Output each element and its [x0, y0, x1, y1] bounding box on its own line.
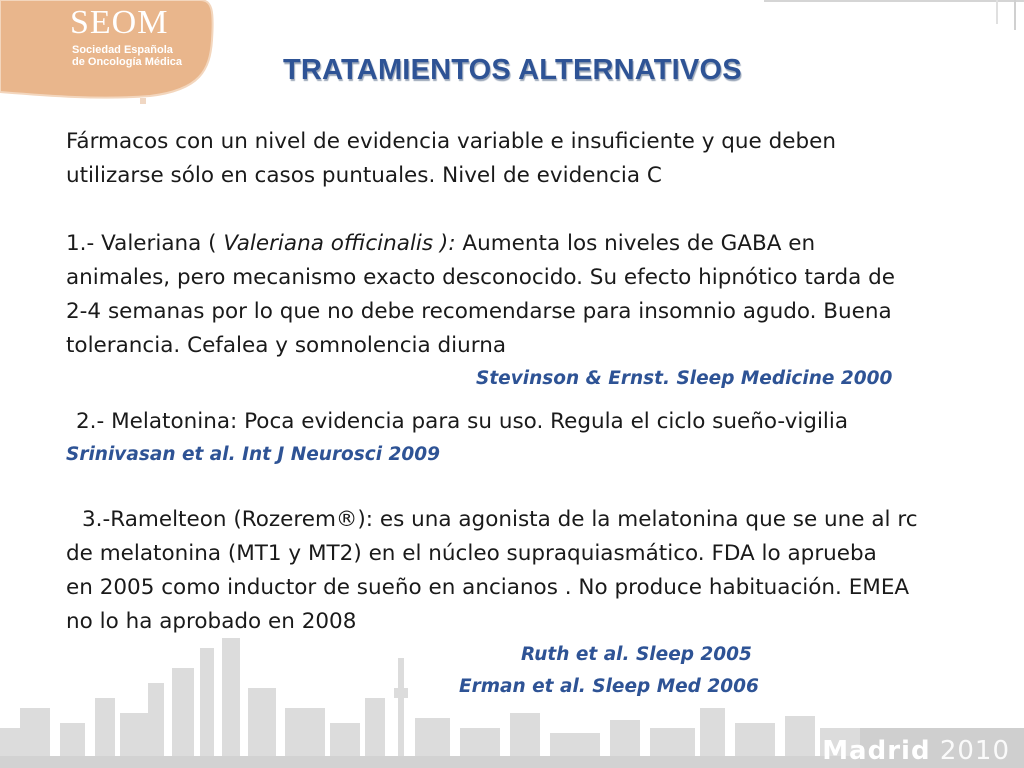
valeriana-line-2: animales, pero mecanismo exacto desconocido. Su efecto hipnótico tarda de [66, 265, 896, 290]
item-melatonina [66, 405, 986, 471]
corner-decoration [764, 0, 1024, 30]
footer-madrid-2010 [822, 736, 1010, 766]
reference-erman: Erman et al. Sleep Med 2006 [459, 676, 759, 697]
ramelteon-line-4: no lo ha aprobado en 2008 [66, 609, 357, 634]
slide-body [66, 125, 986, 703]
ramelteon-line-2: de melatonina (MT1 y MT2) en el núcleo supraquiasmático. FDA lo aprueba [66, 541, 877, 566]
valeriana-species: Valeriana officinalis ): [223, 231, 456, 256]
ramelteon-line-3: en 2005 como inductor de sueño en ancianos . No produce habituación. EMEA [66, 575, 910, 600]
intro-line-1: Fármacos con un nivel de evidencia variable e insuficiente y que deben [66, 129, 836, 154]
logo-subtitle-line2: de Oncología Médica [72, 56, 183, 68]
footer-city: Madrid [822, 736, 931, 766]
reference-stevinson: Stevinson & Ernst. Sleep Medicine 2000 [476, 368, 893, 389]
valeriana-prefix: 1.- Valeriana ( [66, 231, 224, 256]
footer-year: 2010 [939, 736, 1010, 766]
slide-title: TRATAMIENTOS ALTERNATIVOS [283, 54, 742, 86]
intro-paragraph [66, 125, 986, 193]
logo-subtitle-line1: Sociedad Española [72, 44, 173, 56]
intro-line-2: utilizarse sólo en casos puntuales. Nivel de evidencia C [66, 163, 662, 188]
valeriana-line1-rest: Aumenta los niveles de GABA en [455, 231, 816, 256]
valeriana-line-4: tolerancia. Cefalea y somnolencia diurna [66, 333, 507, 358]
ramelteon-line-1: 3.-Ramelteon (Rozerem®): es una agonista de la melatonina que se une al rc [82, 507, 918, 532]
logo-name: SEOM [70, 4, 169, 41]
reference-ruth: Ruth et al. Sleep 2005 [521, 644, 752, 665]
melatonina-line-1: 2.- Melatonina: Poca evidencia para su uso. Regula el ciclo sueño-vigilia [76, 409, 849, 434]
seom-logo [0, 0, 215, 100]
logo-subtitle [72, 44, 202, 68]
valeriana-line-1 [66, 227, 986, 261]
valeriana-line-3: 2-4 semanas por lo que no debe recomendarse para insomnio agudo. Buena [66, 299, 892, 324]
reference-srinivasan: Srinivasan et al. Int J Neurosci 2009 [66, 444, 441, 465]
item-valeriana [66, 227, 986, 395]
